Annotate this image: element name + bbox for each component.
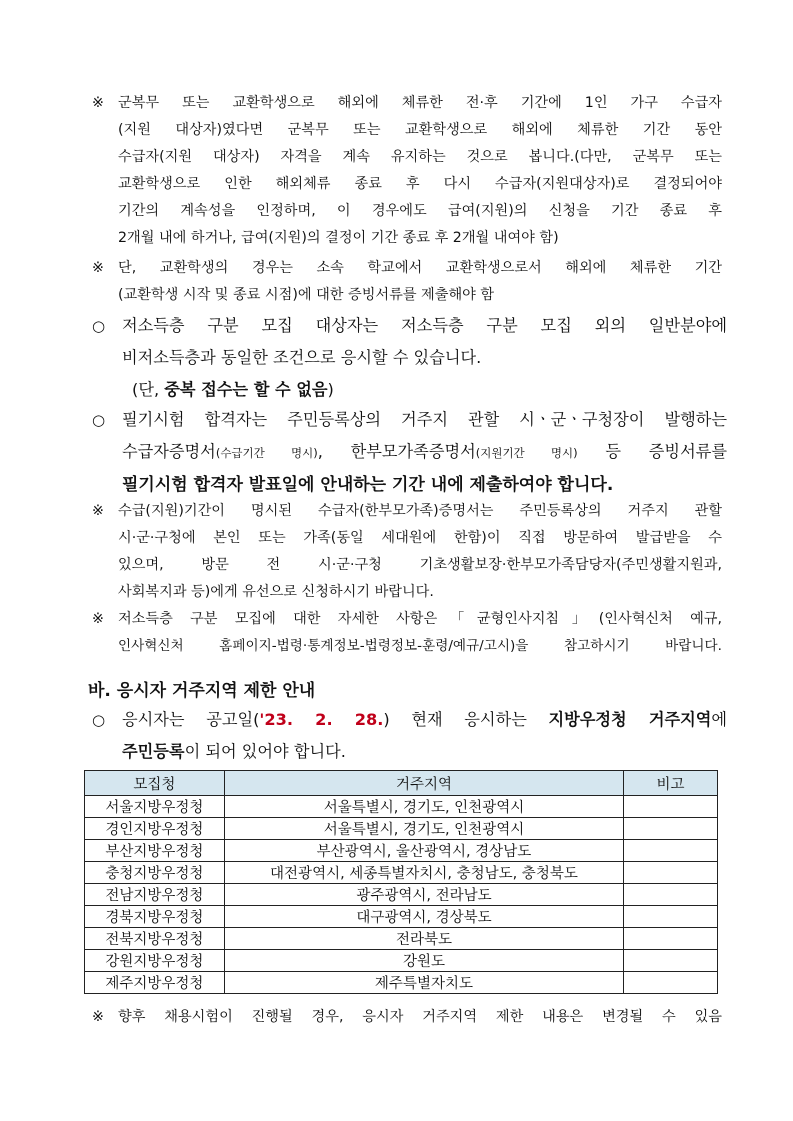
reference-mark: ※ xyxy=(92,95,104,111)
office-cell: 서울지방우정청 xyxy=(85,796,225,818)
circle-bullet: ○ xyxy=(92,711,106,729)
table-row xyxy=(85,906,718,928)
region-cell: 제주특별자치도 xyxy=(224,972,623,994)
remarks-cell xyxy=(624,884,718,906)
reference-mark: ※ xyxy=(92,1009,104,1025)
office-cell: 제주지방우정청 xyxy=(85,972,225,994)
table-row xyxy=(85,972,718,994)
region-cell: 강원도 xyxy=(224,950,623,972)
note-line: 수급자(지원 대상자) 자격을 계속 유지하는 것으로 봅니다.(다만, 군복무 또는 xyxy=(118,149,722,165)
office-cell: 전남지방우정청 xyxy=(85,884,225,906)
note-line: 시·군·구청에 본인 또는 가족(동일 세대원에 한함)이 직접 방문하여 발급받을 수 xyxy=(118,530,722,546)
item-line: (단, 중복 접수는 할 수 없음) xyxy=(132,380,334,399)
note-guideline-reference xyxy=(92,606,722,660)
header-remarks: 비고 xyxy=(624,771,718,796)
note-line: 단, 교환학생의 경우는 소속 학교에서 교환학생으로서 해외에 체류한 기간 xyxy=(118,260,722,276)
header-region: 거주지역 xyxy=(224,771,623,796)
office-cell: 전북지방우정청 xyxy=(85,928,225,950)
item-documents xyxy=(92,404,727,501)
remarks-cell xyxy=(624,840,718,862)
circle-bullet: ○ xyxy=(92,317,106,335)
reference-mark: ※ xyxy=(92,611,104,627)
item-line: 수급자증명서(수급기간 명시), 한부모가족증명서(지원기간 명시) 등 증빙서류를 xyxy=(122,442,727,461)
table-row xyxy=(85,840,718,862)
intro-line: 응시자는 공고일('23. 2. 28.) 현재 응시하는 지방우정청 거주지역에 xyxy=(122,710,728,729)
region-cell: 서울특별시, 경기도, 인천광역시 xyxy=(224,796,623,818)
note-line: 수급(지원)기간이 명시된 수급자(한부모가족)증명서는 주민등록상의 거주지 관할 xyxy=(118,503,722,519)
header-office: 모집청 xyxy=(85,771,225,796)
note-exchange-student xyxy=(92,255,722,309)
remarks-cell xyxy=(624,796,718,818)
item-lowincome xyxy=(92,310,727,406)
region-table xyxy=(84,770,718,994)
region-cell: 광주광역시, 전라남도 xyxy=(224,884,623,906)
office-cell: 강원지방우정청 xyxy=(85,950,225,972)
table-row xyxy=(85,796,718,818)
table-row xyxy=(85,818,718,840)
note-line: 기간의 계속성을 인정하며, 이 경우에도 급여(지원)의 신청을 기간 종료 후 xyxy=(118,203,722,219)
intro-line: 주민등록이 되어 있어야 합니다. xyxy=(122,742,346,761)
region-cell: 부산광역시, 울산광역시, 경상남도 xyxy=(224,840,623,862)
remarks-cell xyxy=(624,928,718,950)
table-row xyxy=(85,928,718,950)
submission-deadline: 필기시험 합격자 발표일에 안내하는 기간 내에 제출하여야 합니다. xyxy=(122,475,614,495)
office-cell: 경인지방우정청 xyxy=(85,818,225,840)
item-line: 비저소득층과 동일한 조건으로 응시할 수 있습니다. xyxy=(122,348,482,367)
note-certificate-issuance xyxy=(92,498,722,606)
remarks-cell xyxy=(624,906,718,928)
table-row xyxy=(85,950,718,972)
note-line: 사회복지과 등)에게 유선으로 신청하시기 바랍니다. xyxy=(118,584,434,600)
duplicate-warning: 중복 접수는 할 수 없음 xyxy=(164,380,328,399)
region-cell: 전라북도 xyxy=(224,928,623,950)
note-line: 향후 채용시험이 진행될 경우, 응시자 거주지역 제한 내용은 변경될 수 있음 xyxy=(118,1009,722,1025)
note-region-change xyxy=(92,1004,722,1031)
office-cell: 부산지방우정청 xyxy=(85,840,225,862)
table-row xyxy=(85,862,718,884)
note-line: 인사혁신처 홈페이지-법령·통계정보-법령정보-훈령/예규/고시)을 참고하시기 바랍니다. xyxy=(118,638,722,654)
section-title: 바. 응시자 거주지역 제한 안내 xyxy=(88,681,316,701)
section-intro xyxy=(92,704,727,768)
remarks-cell xyxy=(624,818,718,840)
region-cell: 대전광역시, 세종특별자치시, 충청남도, 충청북도 xyxy=(224,862,623,884)
table-header-row xyxy=(85,771,718,796)
item-line: 저소득층 구분 모집 대상자는 저소득층 구분 모집 외의 일반분야에 xyxy=(122,316,727,335)
announcement-date: '23. 2. 28. xyxy=(259,710,384,729)
office-cell: 충청지방우정청 xyxy=(85,862,225,884)
remarks-cell xyxy=(624,972,718,994)
note-line: 교환학생으로 인한 해외체류 종료 후 다시 수급자(지원대상자)로 결정되어야 xyxy=(118,176,722,192)
note-line: 있으며, 방문 전 시·군·구청 기초생활보장·한부모가족담당자(주민생활지원과, xyxy=(118,557,722,573)
circle-bullet: ○ xyxy=(92,411,106,429)
note-line: 2개월 내에 하거나, 급여(지원)의 결정이 기간 종료 후 2개월 내여야 함) xyxy=(118,230,559,246)
note-line: (지원 대상자)였다면 군복무 또는 교환학생으로 해외에 체류한 기간 동안 xyxy=(118,122,722,138)
region-cell: 대구광역시, 경상북도 xyxy=(224,906,623,928)
note-military-exchange xyxy=(92,90,722,252)
region-cell: 서울특별시, 경기도, 인천광역시 xyxy=(224,818,623,840)
remarks-cell xyxy=(624,862,718,884)
note-line: (교환학생 시작 및 종료 시점)에 대한 증빙서류를 제출해야 함 xyxy=(118,287,495,303)
reference-mark: ※ xyxy=(92,260,104,276)
table-row xyxy=(85,884,718,906)
office-cell: 경북지방우정청 xyxy=(85,906,225,928)
note-line: 군복무 또는 교환학생으로 해외에 체류한 전·후 기간에 1인 가구 수급자 xyxy=(118,95,722,111)
reference-mark: ※ xyxy=(92,503,104,519)
item-line: 필기시험 합격자는 주민등록상의 거주지 관할 시ㆍ군ㆍ구청장이 발행하는 xyxy=(122,410,727,429)
note-line: 저소득층 구분 모집에 대한 자세한 사항은「균형인사지침」(인사혁신처 예규, xyxy=(118,611,722,627)
remarks-cell xyxy=(624,950,718,972)
